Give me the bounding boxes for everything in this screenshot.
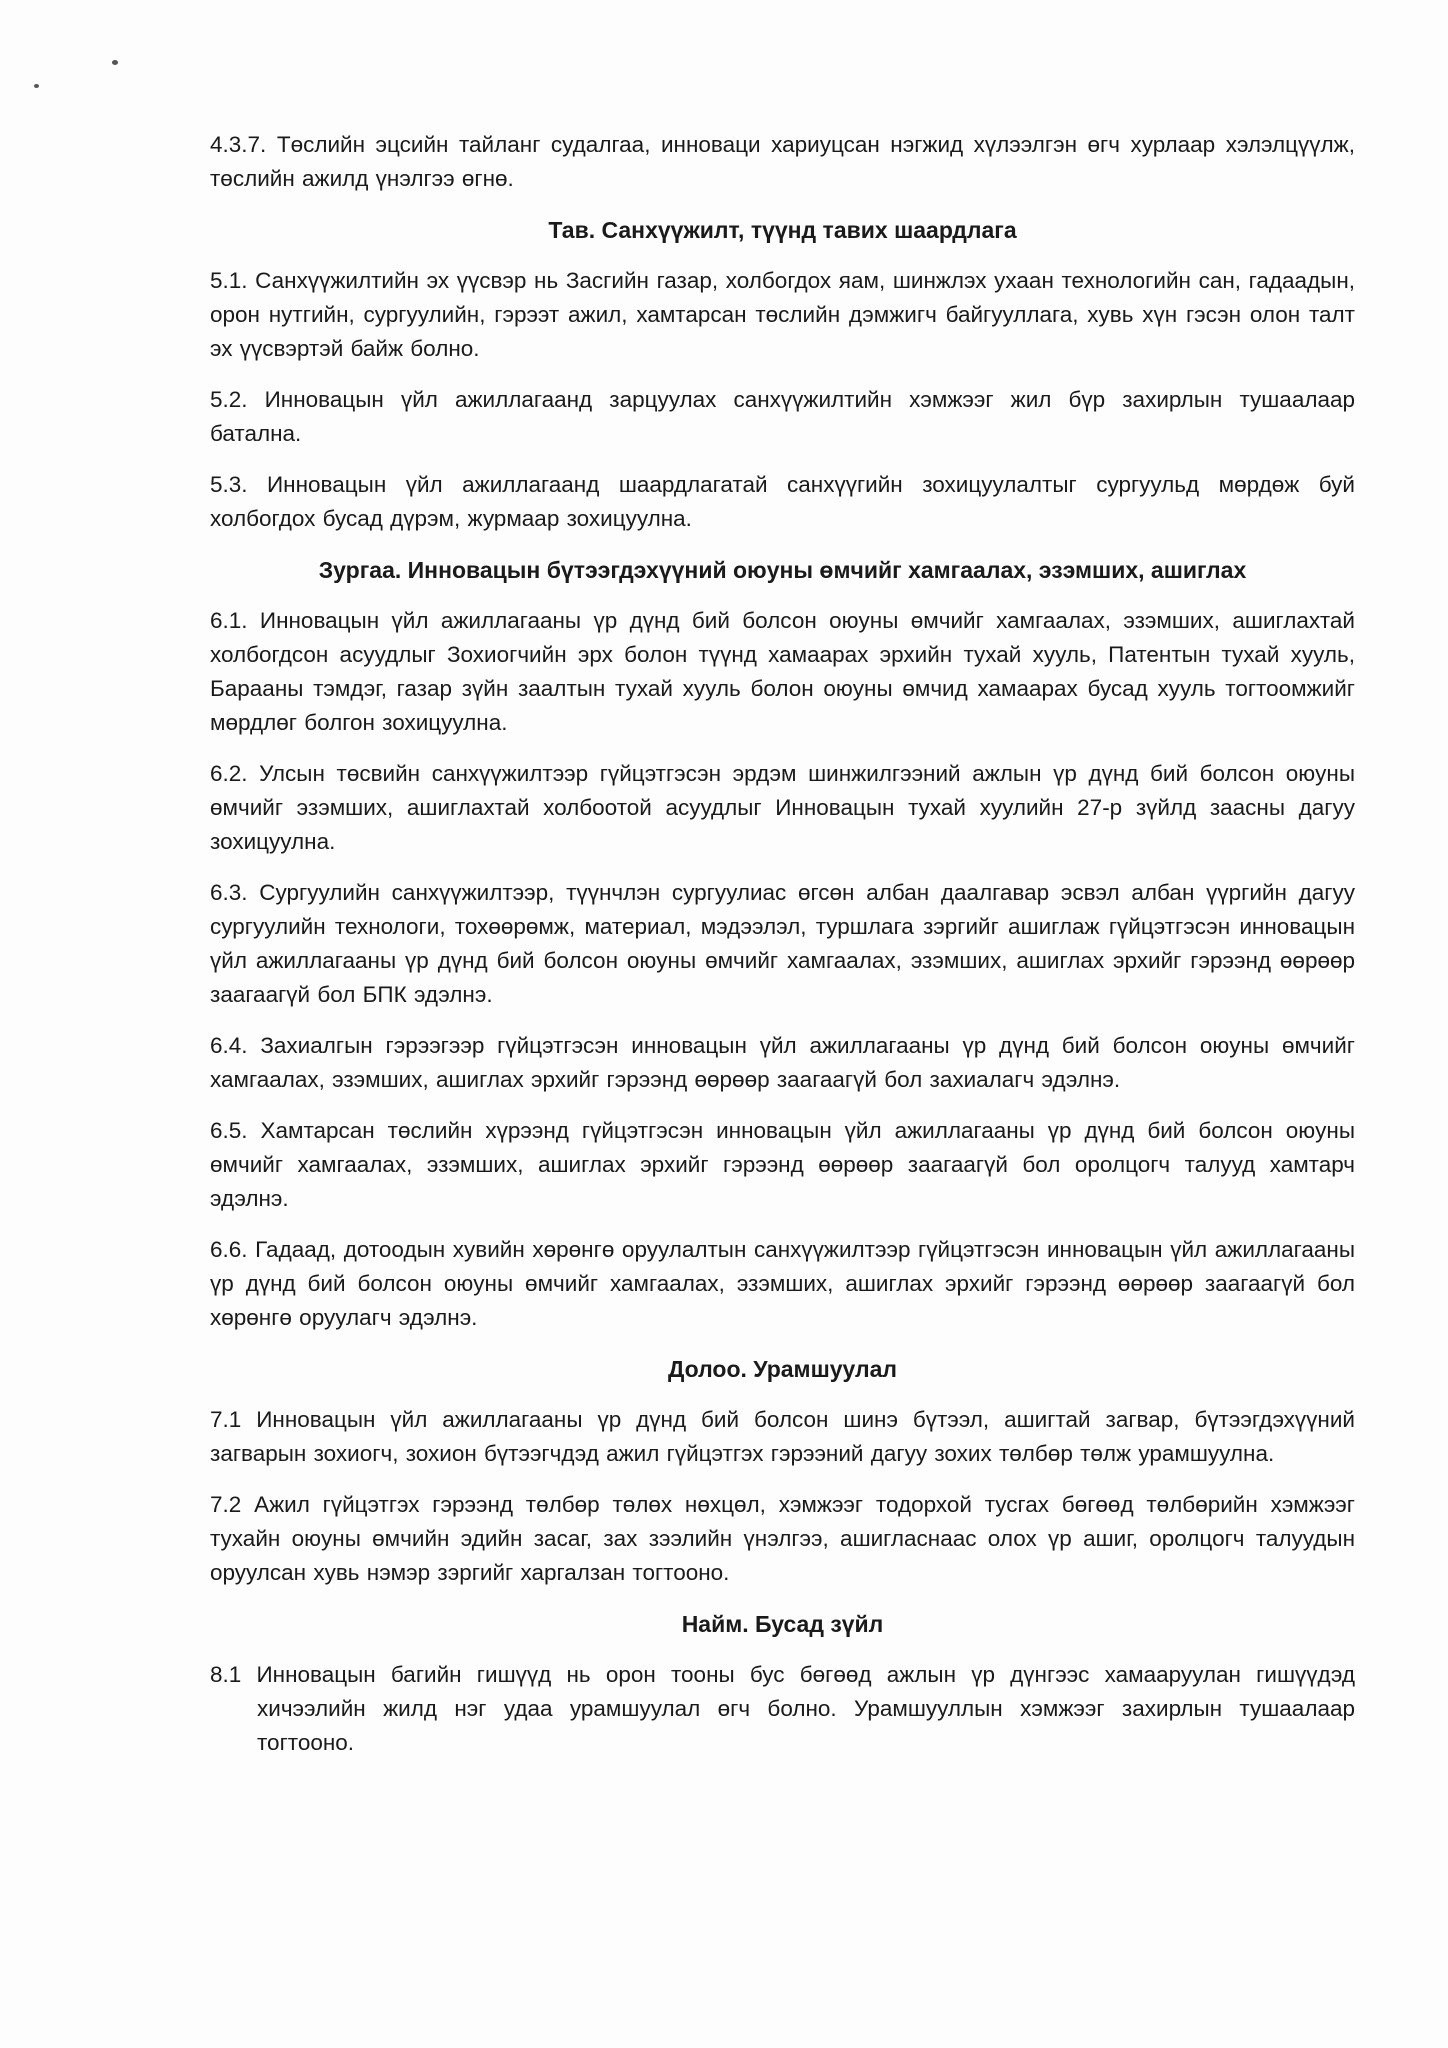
paragraph-7-1: 7.1 Инновацын үйл ажиллагааны үр дүнд бий болсон шинэ бүтээл, ашигтай загвар, бүтээгдэхүүний загварын зохиогч, зохион бүтээгчдэд ажил гүйцэтгэх гэрээний дагуу зохих төлбөр төлж урамшуулна. <box>210 1407 1355 1466</box>
section-5-heading: Тав. Санхүүжилт, түүнд тавих шаардлага <box>548 217 1017 243</box>
paragraph-6-6: 6.6. Гадаад, дотоодын хувийн хөрөнгө оруулалтын санхүүжилтээр гүйцэтгэсэн инновацын үйл ажиллагааны үр дүнд бий болсон оюуны өмчийг хамгаалах, эзэмших, ашиглах эрхийг гэрээнд өөрөөр заагаагүй бол хөрөнгө оруулагч эдэлнэ. <box>210 1237 1355 1330</box>
paragraph-6-4: 6.4. Захиалгын гэрээгээр гүйцэтгэсэн инновацын үйл ажиллагааны үр дүнд бий болсон оюуны өмчийг хамгаалах, эзэмших, ашиглах эрхийг гэрээнд өөрөөр заагаагүй бол захиалагч эдэлнэ. <box>210 1033 1355 1092</box>
section-8-heading: Найм. Бусад зүйл <box>681 1611 884 1637</box>
section-7-heading: Долоо. Урамшуулал <box>667 1356 898 1382</box>
paragraph-5-2: 5.2. Инновацын үйл ажиллагаанд зарцуулах санхүүжилтийн хэмжээг жил бүр захирлын тушаалаар батална. <box>210 387 1355 446</box>
paragraph-6-1: 6.1. Инновацын үйл ажиллагааны үр дүнд бий болсон оюуны өмчийг хамгаалах, эзэмших, ашиглахтай холбогдсон асуудлыг Зохиогчийн эрх болон түүнд хамаарах эрхийн тухай хууль, Патентын тухай хууль, Барааны тэмдэг, газар зүйн заалтын тухай хууль болон оюуны өмчид хамаарах бусад хууль тогтоомжийг мөрдлөг болгон зохицуулна. <box>210 608 1355 735</box>
paragraph-6-2: 6.2. Улсын төсвийн санхүүжилтээр гүйцэтгэсэн эрдэм шинжилгээний ажлын үр дүнд бий болсон оюуны өмчийг эзэмших, ашиглахтай холбоотой асуудлыг Инновацын тухай хуулийн 27-р зүйлд заасны дагуу зохицуулна. <box>210 761 1355 854</box>
paragraph-5-3: 5.3. Инновацын үйл ажиллагаанд шаардлагатай санхүүгийн зохицуулалтыг сургуульд мөрдөж буй холбогдох бусад дүрэм, журмаар зохицуулна. <box>210 472 1355 531</box>
paragraph-4-3-7: 4.3.7. Төслийн эцсийн тайланг судалгаа, инноваци хариуцсан нэгжид хүлээлгэн өгч хурлаар хэлэлцүүлж, төслийн ажилд үнэлгээ өгнө. <box>210 132 1355 191</box>
paragraph-5-1: 5.1. Санхүүжилтийн эх үүсвэр нь Засгийн газар, холбогдох яам, шинжлэх ухаан технологийн сан, гадаадын, орон нутгийн, сургуулийн, гэрээт ажил, хамтарсан төслийн дэмжигч байгууллага, хувь хүн гэсэн олон талт эх үүсвэртэй байж болно. <box>210 268 1355 361</box>
scan-speck <box>34 84 39 88</box>
scan-speck <box>112 60 118 65</box>
paragraph-8-1: 8.1 Инновацын багийн гишүүд нь орон тооны бус бөгөөд ажлын үр дүнгээс хамааруулан гишүүдэд хичээлийн жилд нэг удаа урамшуулал өгч болно. Урамшууллын хэмжээг захирлын тушаалаар тогтооно. <box>210 1662 1355 1755</box>
paragraph-6-3: 6.3. Сургуулийн санхүүжилтээр, түүнчлэн сургуулиас өгсөн албан даалгавар эсвэл албан үүргийн дагуу сургуулийн технологи, тохөөрөмж, материал, мэдээлэл, туршлага зэргийг ашиглаж гүйцэтгэсэн инновацын үйл ажиллагааны үр дүнд бий болсон оюуны өмчийг хамгаалах, эзэмших, ашиглах эрхийг гэрээнд өөрөөр заагаагүй бол БПК эдэлнэ. <box>210 880 1355 1007</box>
document-body <box>210 128 1355 1777</box>
section-6-heading: Зургаа. Инновацын бүтээгдэхүүний оюуны өмчийг хамгаалах, эзэмших, ашиглах <box>318 557 1247 583</box>
paragraph-6-5: 6.5. Хамтарсан төслийн хүрээнд гүйцэтгэсэн инновацын үйл ажиллагааны үр дүнд бий болсон оюуны өмчийг хамгаалах, эзэмших, ашиглах эрхийг гэрээнд өөрөөр заагаагүй бол оролцогч талууд хамтарч эдэлнэ. <box>210 1118 1355 1211</box>
paragraph-7-2: 7.2 Ажил гүйцэтгэх гэрээнд төлбөр төлөх нөхцөл, хэмжээг тодорхой тусгах бөгөөд төлбөрийн хэмжээг тухайн оюуны өмчийн эдийн засаг, зах зээлийн үнэлгээ, ашигласнаас олох үр ашиг, оролцогч талуудын оруулсан хувь нэмэр зэргийг харгалзан тогтооно. <box>210 1492 1355 1585</box>
